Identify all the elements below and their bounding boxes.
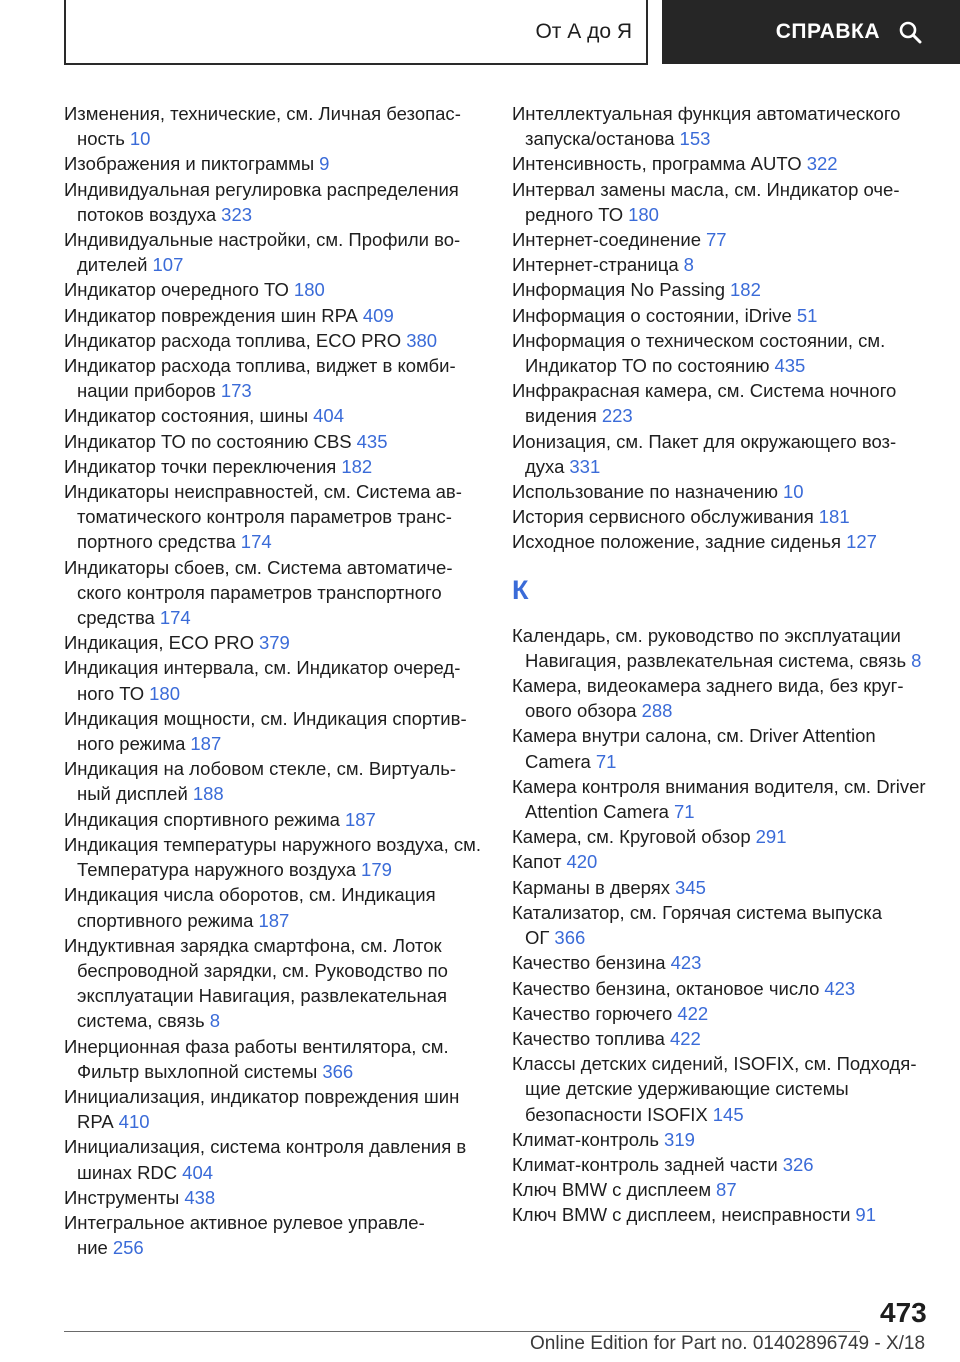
tab-az[interactable] bbox=[400, 0, 648, 64]
index-entry-text: Качество горючего bbox=[512, 1002, 673, 1024]
index-entry bbox=[512, 328, 930, 378]
section-letter: К bbox=[512, 574, 529, 605]
page-link[interactable]: 127 bbox=[846, 531, 877, 553]
index-entry-text: Интернет-соединение bbox=[512, 229, 701, 251]
index-entry-text: Индикатор точки переключения bbox=[64, 455, 337, 477]
index-entry-text: Капот bbox=[512, 851, 562, 873]
page-link[interactable]: 10 bbox=[129, 128, 151, 150]
page-link[interactable]: 187 bbox=[344, 808, 376, 830]
index-entry bbox=[64, 303, 482, 328]
index-entry-text: Инициализация, система контроля давления в шинах RDC bbox=[64, 1136, 467, 1183]
page-link[interactable]: 423 bbox=[824, 977, 856, 999]
page-link[interactable]: 187 bbox=[258, 909, 290, 931]
index-entry-text: Интернет-страница bbox=[512, 254, 679, 276]
page-link[interactable]: 145 bbox=[712, 1103, 744, 1125]
index-entry-text: Катализатор, см. Горячая система выпуска ОГ bbox=[512, 901, 883, 949]
page-link[interactable]: 423 bbox=[670, 952, 702, 974]
index-entry bbox=[512, 1001, 930, 1026]
index-entry-text: Качество бензина bbox=[512, 952, 666, 974]
page-link[interactable]: 288 bbox=[641, 700, 673, 722]
index-entry bbox=[64, 101, 482, 151]
index-entry bbox=[512, 504, 930, 529]
index-entry-text: Качество топлива bbox=[512, 1027, 665, 1049]
index-entry-text: Инструменты bbox=[64, 1186, 180, 1208]
index-entry bbox=[512, 177, 930, 227]
index-column-left bbox=[64, 101, 482, 1260]
index-entry-text: Индуктивная зарядка смартфона, см. Лоток беспроводной зарядки, см. Руководство по эксплуатации Навигация, развлекательная система, связь bbox=[64, 934, 448, 1032]
index-entry-text: Индикатор ТО по состоянию CBS bbox=[64, 430, 352, 452]
index-entry-text: Индикатор повреждения шин RPA bbox=[64, 304, 358, 326]
index-entry bbox=[64, 177, 482, 227]
index-entry bbox=[512, 623, 930, 673]
index-column-right bbox=[512, 101, 930, 1228]
index-entry-text: Индикация на лобовом стекле, см. Виртуальный дисплей bbox=[64, 758, 456, 805]
index-entry bbox=[512, 378, 930, 428]
page-link[interactable]: 379 bbox=[258, 632, 290, 654]
index-entry-text: Индикация температуры наружного воздуха, см. Температура наружного воздуха bbox=[64, 833, 481, 881]
index-entry-text: Интеллектуальная функция автоматического запуска/останова bbox=[512, 103, 901, 150]
index-entry bbox=[64, 227, 482, 277]
page-link[interactable]: 179 bbox=[361, 859, 392, 881]
page-link[interactable]: 366 bbox=[322, 1060, 354, 1082]
index-entry bbox=[64, 655, 482, 705]
index-entry-text: Камера, см. Круговой обзор bbox=[512, 826, 751, 848]
page-link[interactable]: 174 bbox=[159, 607, 191, 629]
index-entry bbox=[64, 756, 482, 806]
index-entry bbox=[512, 1202, 930, 1227]
index-entry-text: Индивидуальные настройки, см. Профили водителей bbox=[64, 229, 461, 276]
page-link[interactable]: 188 bbox=[192, 783, 224, 805]
index-group-k bbox=[512, 623, 930, 1228]
index-entry bbox=[64, 882, 482, 932]
page-link[interactable]: 180 bbox=[628, 203, 659, 225]
index-entry bbox=[64, 479, 482, 555]
index-entry-text: Календарь, см. руководство по эксплуатации Навигация, развлекательная система, связь bbox=[512, 624, 907, 671]
index-entry bbox=[64, 1210, 482, 1260]
page-link[interactable]: 71 bbox=[673, 801, 695, 823]
index-entry bbox=[512, 479, 930, 504]
index-entry-text: Использование по назначению bbox=[512, 481, 779, 503]
header-left-border bbox=[64, 0, 66, 64]
page-link[interactable]: 153 bbox=[679, 128, 711, 150]
page-link[interactable]: 180 bbox=[149, 682, 181, 704]
index-entry bbox=[64, 832, 482, 882]
index-entry-text: Инициализация, индикатор повреждения шин RPA bbox=[64, 1085, 460, 1133]
page-link[interactable]: 71 bbox=[595, 750, 617, 772]
tab-help-label: СПРАВКА bbox=[775, 20, 880, 43]
index-entry bbox=[512, 723, 930, 773]
tab-az-label: От А до Я bbox=[535, 20, 632, 43]
index-entry-text: Информация No Passing bbox=[512, 279, 726, 301]
index-entry-text: Исходное положение, задние сиденья bbox=[512, 531, 842, 553]
index-entry-text: Интегральное активное рулевое управление bbox=[64, 1211, 425, 1259]
index-entry bbox=[64, 807, 482, 832]
index-entry bbox=[64, 555, 482, 631]
index-entry bbox=[512, 429, 930, 479]
page-link[interactable]: 410 bbox=[118, 1111, 150, 1133]
search-icon[interactable] bbox=[898, 20, 922, 44]
index-entry-text: Инерционная фаза работы вентилятора, см. Фильтр выхлопной системы bbox=[64, 1035, 449, 1082]
index-entry-text: Индикация мощности, см. Индикация спортивного режима bbox=[64, 707, 467, 755]
page-link[interactable]: 319 bbox=[664, 1128, 695, 1150]
index-entry bbox=[64, 454, 482, 479]
index-entry bbox=[512, 950, 930, 975]
index-entry-text: Инфракрасная камера, см. Система ночного видения bbox=[512, 380, 897, 427]
page-link[interactable]: 435 bbox=[774, 355, 806, 377]
index-entry-text: Индикация интервала, см. Индикатор очередного ТО bbox=[64, 657, 461, 704]
page-link[interactable]: 323 bbox=[221, 203, 253, 225]
page-link[interactable]: 182 bbox=[730, 279, 761, 301]
page-link[interactable]: 291 bbox=[755, 826, 787, 848]
index-entry-text: Индикаторы неисправностей, см. Система автоматического контроля параметров транспортного средства bbox=[64, 481, 462, 553]
page-link[interactable]: 409 bbox=[362, 304, 394, 326]
page-link[interactable]: 422 bbox=[669, 1027, 701, 1049]
index-entry-text: Классы детских сидений, ISOFIX, см. Подходящие детские удерживающие системы безопасности ISOFIX bbox=[512, 1053, 917, 1125]
index-entry-text: История сервисного обслуживания bbox=[512, 506, 814, 528]
index-entry-text: Индикаторы сбоев, см. Система автоматического контроля параметров транспортного средства bbox=[64, 556, 453, 629]
index-entry bbox=[512, 849, 930, 874]
footer-divider bbox=[64, 1331, 860, 1332]
index-entry bbox=[512, 1026, 930, 1051]
page-link[interactable]: 420 bbox=[566, 851, 598, 873]
index-group-i-continued bbox=[512, 101, 930, 555]
index-entry-text: Индивидуальная регулировка распределения потоков воздуха bbox=[64, 178, 459, 225]
index-entry-text: Индикатор расхода топлива, ECO PRO bbox=[64, 329, 402, 351]
index-entry-text: Камера, видеокамера заднего вида, без кругового обзора bbox=[512, 675, 904, 722]
page-link[interactable]: 87 bbox=[716, 1179, 737, 1201]
page-link[interactable]: 404 bbox=[182, 1161, 214, 1183]
index-entry bbox=[512, 151, 930, 176]
index-entry-text: Индикация, ECO PRO bbox=[64, 632, 254, 654]
index-entry bbox=[512, 303, 930, 328]
index-entry-text: Индикация спортивного режима bbox=[64, 808, 340, 830]
index-entry bbox=[64, 1134, 482, 1184]
index-entry-text: Камера контроля внимания водителя, см. Driver Attention Camera bbox=[512, 775, 926, 823]
page-link[interactable]: 91 bbox=[855, 1204, 876, 1226]
index-entry-text: Изменения, технические, см. Личная безопасность bbox=[64, 103, 461, 150]
page-link[interactable]: 180 bbox=[293, 279, 325, 301]
index-entry bbox=[512, 1127, 930, 1152]
index-entry bbox=[512, 824, 930, 849]
index-entry bbox=[512, 277, 930, 302]
index-entry bbox=[64, 277, 482, 302]
index-entry bbox=[64, 403, 482, 428]
index-entry-text: Индикатор расхода топлива, виджет в комбинации приборов bbox=[64, 355, 456, 402]
index-entry-text: Качество бензина, октановое число bbox=[512, 977, 820, 999]
page-link[interactable]: 380 bbox=[406, 329, 438, 351]
page-link[interactable]: 8 bbox=[683, 254, 694, 276]
index-entry-text: Ключ BMW с дисплеем bbox=[512, 1179, 712, 1201]
index-entry bbox=[64, 630, 482, 655]
index-entry-text: Индикатор очередного ТО bbox=[64, 279, 289, 301]
index-entry-text: Информация о состоянии, iDrive bbox=[512, 304, 792, 326]
index-entry-text: Камера внутри салона, см. Driver Attention Camera bbox=[512, 725, 876, 772]
footer-edition: Online Edition for Part no. 01402896749 - X/18 bbox=[530, 1333, 926, 1354]
page-link[interactable]: 8 bbox=[911, 649, 922, 671]
index-entry-text: Ионизация, см. Пакет для окружающего воздуха bbox=[512, 430, 897, 477]
page-link[interactable]: 422 bbox=[677, 1002, 709, 1024]
index-entry bbox=[64, 1185, 482, 1210]
index-entry bbox=[512, 774, 930, 824]
page-link[interactable]: 77 bbox=[705, 229, 727, 251]
index-entry bbox=[512, 976, 930, 1001]
index-entry bbox=[64, 429, 482, 454]
index-entry bbox=[64, 1034, 482, 1084]
page-link[interactable]: 438 bbox=[184, 1186, 216, 1208]
page-link[interactable]: 256 bbox=[112, 1237, 144, 1259]
index-entry bbox=[512, 875, 930, 900]
page-link[interactable]: 10 bbox=[783, 481, 804, 503]
index-entry bbox=[512, 529, 930, 554]
index-entry-text: Климат-контроль задней части bbox=[512, 1153, 778, 1175]
index-entry bbox=[512, 673, 930, 723]
page-link[interactable]: 107 bbox=[152, 254, 184, 276]
page-link[interactable]: 331 bbox=[569, 455, 601, 477]
index-entry bbox=[64, 328, 482, 353]
page-link[interactable]: 322 bbox=[806, 153, 838, 175]
page-link[interactable]: 435 bbox=[356, 430, 388, 452]
page-link[interactable]: 182 bbox=[341, 455, 373, 477]
index-entry bbox=[64, 353, 482, 403]
index-entry bbox=[512, 227, 930, 252]
page-link[interactable]: 9 bbox=[319, 153, 330, 175]
index-entry-text: Климат-контроль bbox=[512, 1128, 660, 1150]
index-entry bbox=[64, 151, 482, 176]
index-entry bbox=[512, 1177, 930, 1202]
index-entry-text: Информация о техническом состоянии, см. Индикатор ТО по состоянию bbox=[512, 329, 886, 377]
index-entry-text: Интенсивность, программа AUTO bbox=[512, 153, 802, 175]
page-link[interactable]: 345 bbox=[675, 876, 706, 898]
page-link[interactable]: 326 bbox=[782, 1153, 814, 1175]
page-link[interactable]: 187 bbox=[190, 733, 222, 755]
index-entry bbox=[64, 1084, 482, 1134]
page-link[interactable]: 366 bbox=[554, 927, 586, 949]
tab-help[interactable] bbox=[662, 0, 960, 64]
index-entry-text: Индикатор состояния, шины bbox=[64, 405, 309, 427]
index-entry-text: Интервал замены масла, см. Индикатор очередного ТО bbox=[512, 178, 900, 225]
index-entry-text: Индикация числа оборотов, см. Индикация спортивного режима bbox=[64, 884, 436, 931]
index-entry bbox=[512, 1152, 930, 1177]
index-entry bbox=[512, 101, 930, 151]
page-link[interactable]: 174 bbox=[240, 531, 272, 553]
page-link[interactable]: 404 bbox=[313, 405, 344, 427]
index-entry bbox=[64, 933, 482, 1034]
page-number: 473 bbox=[880, 1297, 927, 1328]
index-entry-text: Карманы в дверях bbox=[512, 876, 671, 898]
page-link[interactable]: 181 bbox=[818, 506, 850, 528]
page-link[interactable]: 223 bbox=[601, 405, 633, 427]
index-entry bbox=[64, 706, 482, 756]
page-link[interactable]: 51 bbox=[796, 304, 818, 326]
index-entry bbox=[512, 900, 930, 950]
page-link[interactable]: 8 bbox=[209, 1010, 220, 1032]
index-entry bbox=[512, 252, 930, 277]
index-entry bbox=[512, 1051, 930, 1127]
page-link[interactable]: 173 bbox=[220, 380, 252, 402]
index-entry-text: Ключ BMW с дисплеем, неисправности bbox=[512, 1204, 851, 1226]
index-entry-text: Изображения и пиктограммы bbox=[64, 153, 315, 175]
